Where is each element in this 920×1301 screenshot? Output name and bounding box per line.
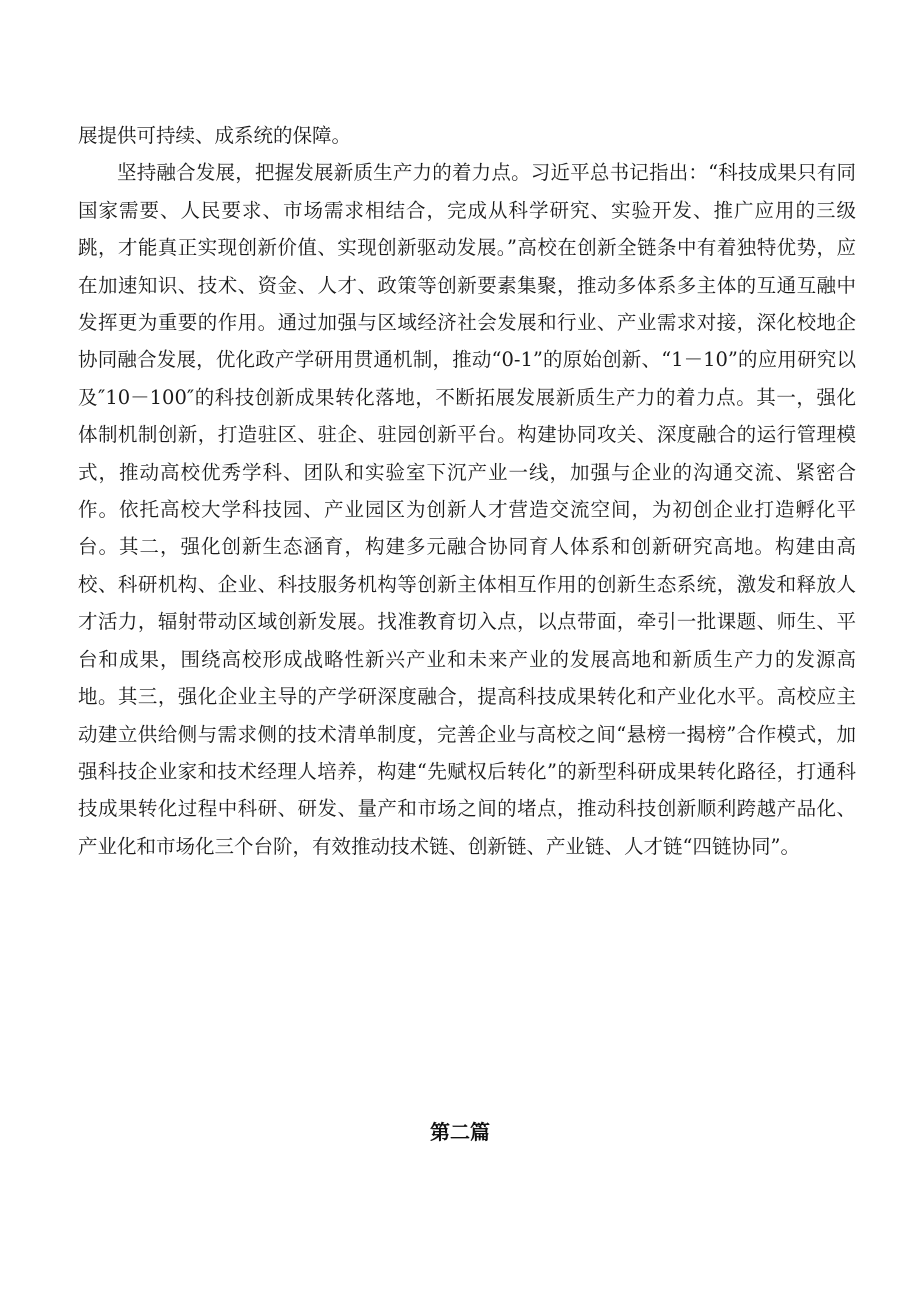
section-heading: 第二篇 [430,1120,490,1144]
continuation-paragraph: 展提供可持续、成系统的保障。 [78,124,352,147]
main-paragraph: 坚持融合发展，把握发展新质生产力的着力点。习近平总书记指出：“科技成果只有同国家需要、人民要求、市场需求相结合，完成从科学研究、实验开发、推广应用的三级跳，才能真正实现创新价值、实现创新驱动发展。”高校在创新全链条中有着独特优势，应在加速知识、技术、资金、人才、政策等创新要素集聚，推动多体系多主体的互通互融中发挥更为重要的作用。通过加强与区域经济社会发展和行业、产业需求对接，深化校地企协同融合发展，优化政产学研用贯通机制，推动“0-1”的原始创新、“1－10”的应用研究以及″10－100″的科技创新成果转化落地，不断拓展发展新质生产力的着力点。其一，强化体制机制创新，打造驻区、驻企、驻园创新平台。构建协同攻关、深度融合的运行管理模式，推动高校优秀学科、团队和实验室下沉产业一线，加强与企业的沟通交流、紧密合作。依托高校大学科技园、产业园区为创新人才营造交流空间，为初创企业打造孵化平台。其二，强化创新生态涵育，构建多元融合协同育人体系和创新研究高地。构建由高校、科研机构、企业、科技服务机构等创新主体相互作用的创新生态系统，激发和释放人才活力，辐射带动区域创新发展。找准教育切入点，以点带面，牵引一批课题、师生、平台和成果，围绕高校形成战略性新兴产业和未来产业的发展高地和新质生产力的发源高地。其三，强化企业主导的产学研深度融合，提高科技成果转化和产业化水平。高校应主动建立供给侧与需求侧的技术清单制度，完善企业与高校之间“悬榜一揭榜”合作模式，加强科技企业家和技术经理人培养，构建“先赋权后转化”的新型科研成果转化路径，打通科技成果转化过程中科研、研发、量产和市场之间的堵点，推动科技创新顺利跨越产品化、产业化和市场化三个台阶，有效推动技术链、创新链、产业链、人才链“四链协同”。 [78,161,856,858]
body-text [78,117,856,865]
